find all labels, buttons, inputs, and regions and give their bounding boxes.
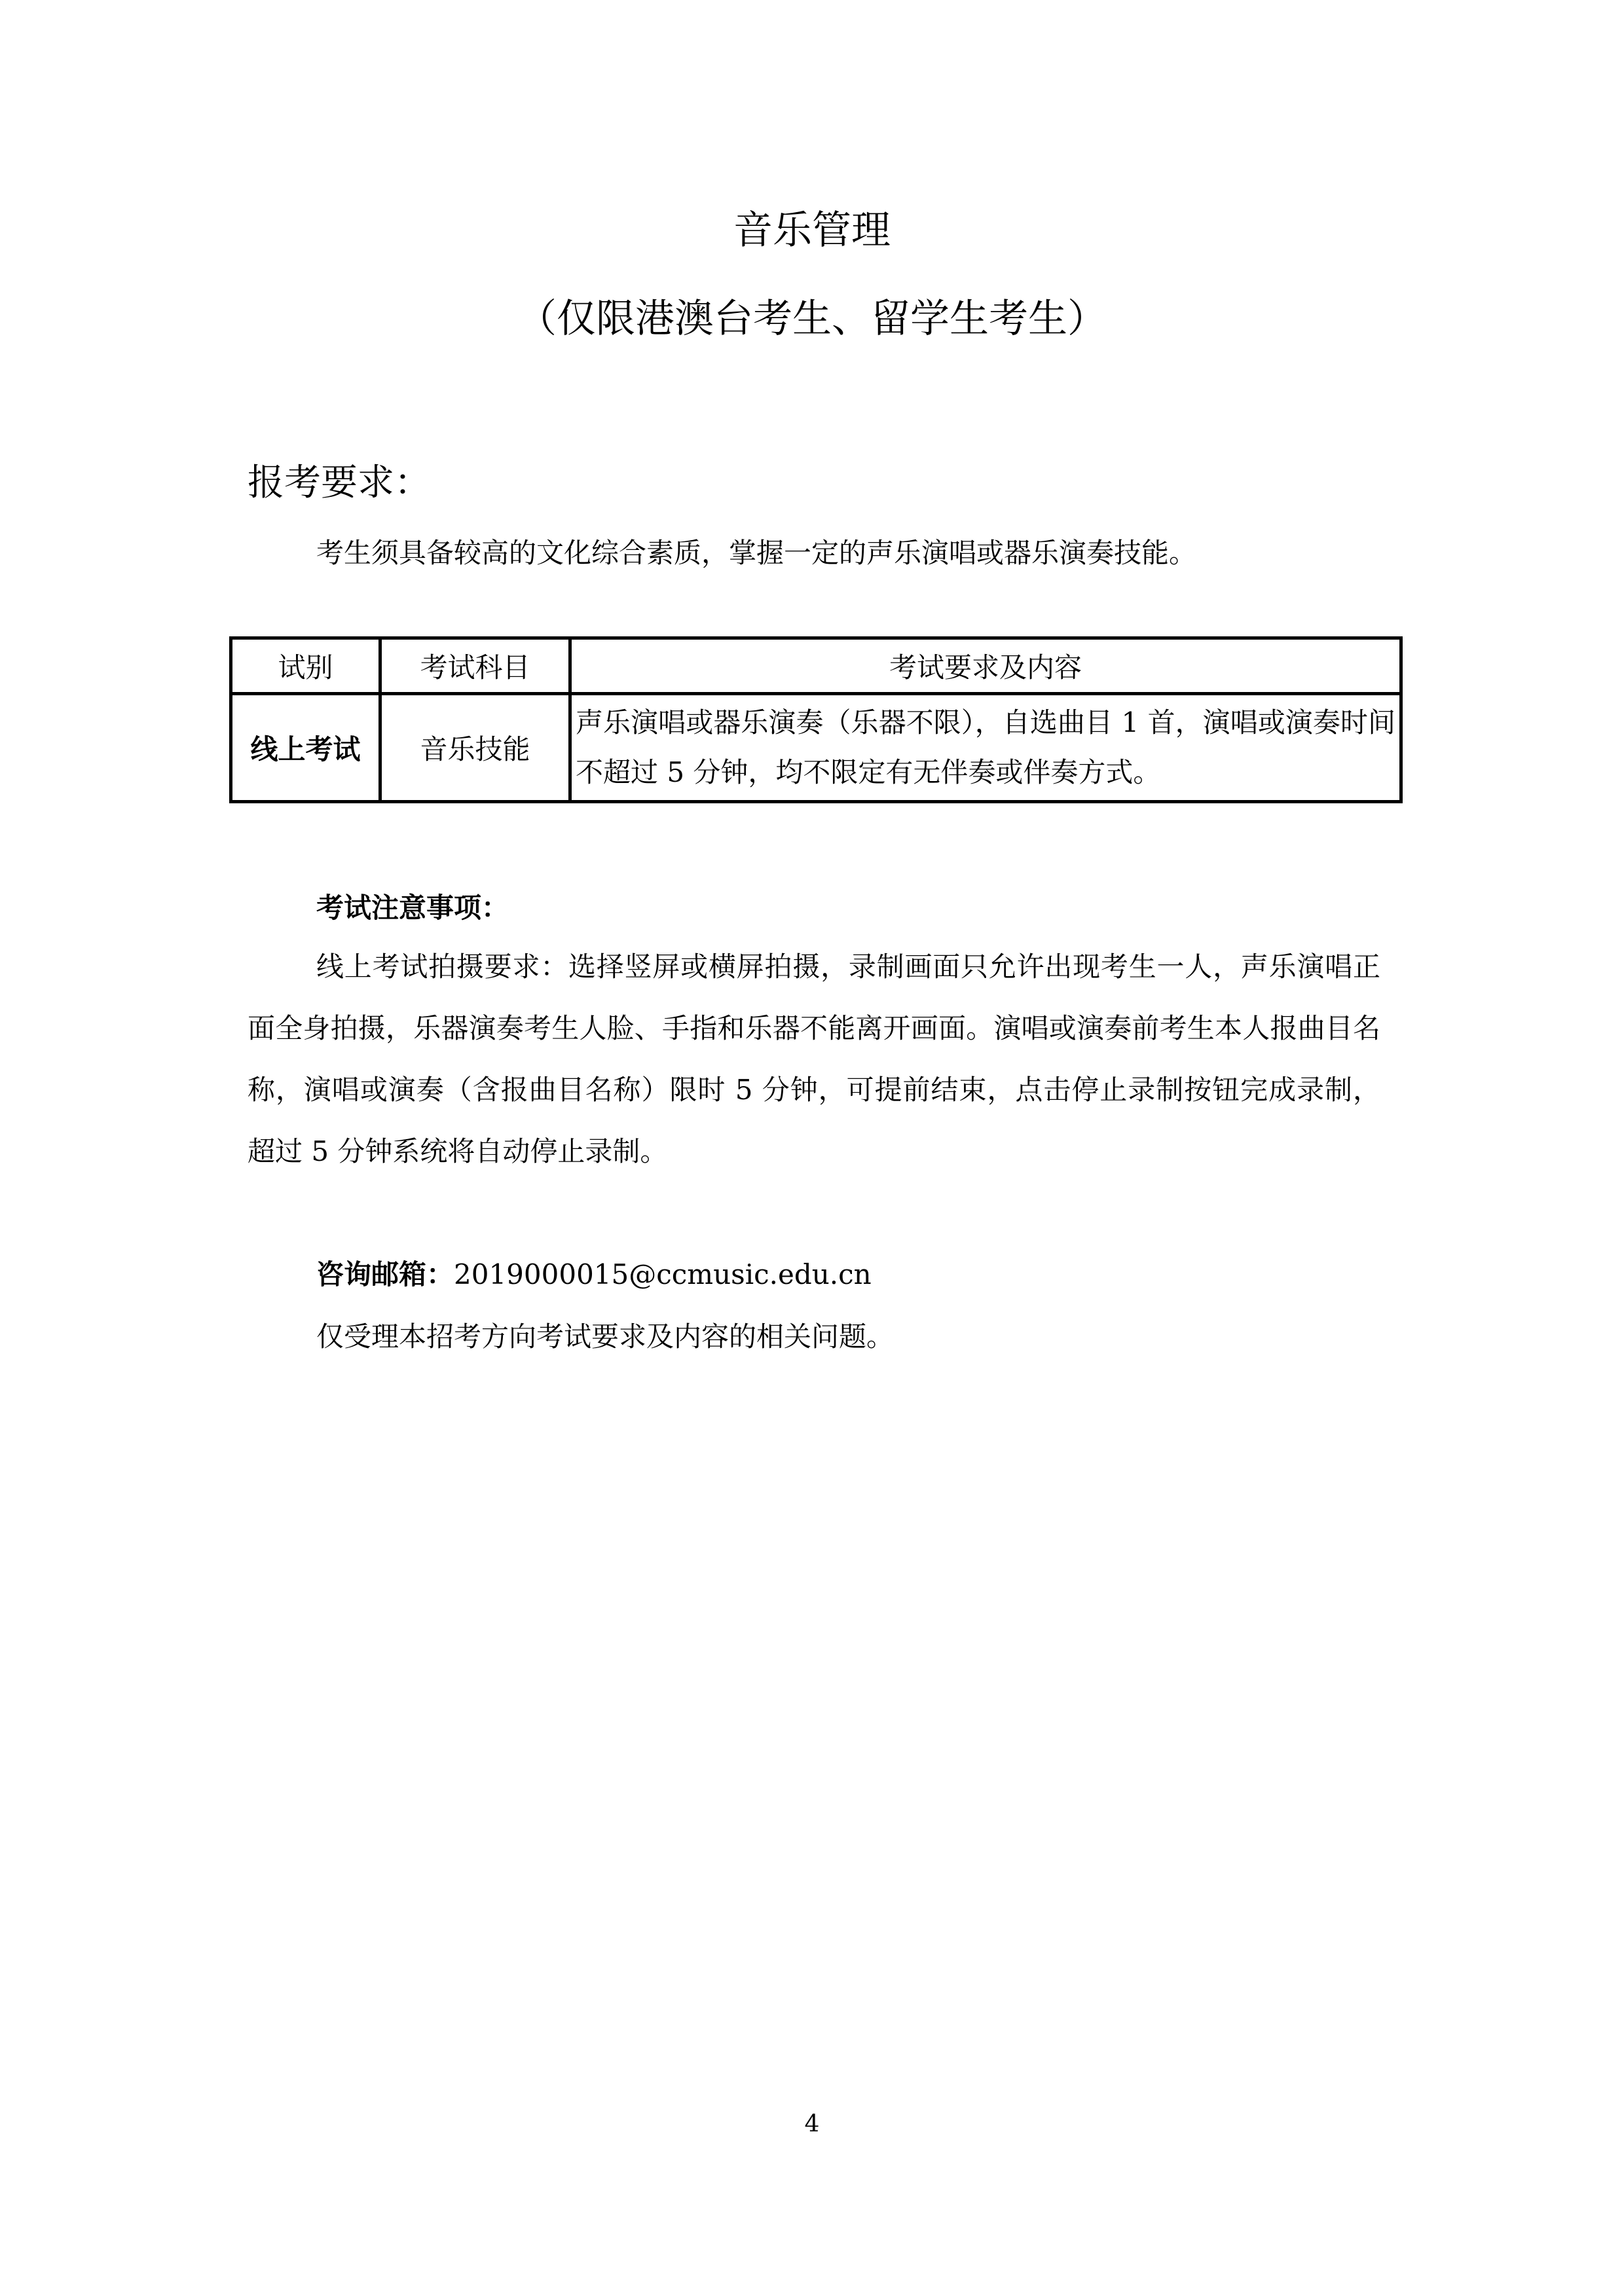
table-header-exam-type: 试别: [231, 638, 380, 694]
table-cell-content: 声乐演唱或器乐演奏（乐器不限），自选曲目 1 首，演唱或演奏时间不超过 5 分钟，均不限定有无伴奏或伴奏方式。: [570, 694, 1401, 802]
notes-heading: 考试注意事项：: [316, 892, 509, 924]
table-header-subject: 考试科目: [380, 638, 570, 694]
page-title: 音乐管理: [733, 208, 891, 253]
contact-label: 咨询邮箱：: [316, 1258, 454, 1290]
requirements-heading: 报考要求：: [248, 462, 431, 504]
contact-email: 2019000015@ccmusic.edu.cn: [454, 1258, 872, 1290]
table-header-content: 考试要求及内容: [570, 638, 1401, 694]
notes-body: 线上考试拍摄要求：选择竖屏或横屏拍摄，录制画面只允许出现考生一人，声乐演唱正面全身拍摄，乐器演奏考生人脸、手指和乐器不能离开画面。演唱或演奏前考生本人报曲目名称，演唱或演奏（含报曲目名称）限时 5 分钟，可提前结束，点击停止录制按钮完成录制，超过 5 分钟系统将自动停止录制。: [248, 951, 1380, 1167]
page-subtitle: （仅限港澳台考生、留学生考生）: [517, 296, 1107, 342]
requirements-text: 考生须具备较高的文化综合素质，掌握一定的声乐演唱或器乐演奏技能。: [316, 537, 1197, 569]
page-number: 4: [804, 2111, 820, 2138]
table-cell-exam-type: 线上考试: [231, 694, 380, 802]
table-row: [231, 694, 1401, 802]
exam-table: [229, 636, 1403, 803]
table-cell-subject: 音乐技能: [380, 694, 570, 802]
contact-line: [316, 1244, 1364, 1305]
contact-note: 仅受理本招考方向考试要求及内容的相关问题。: [316, 1321, 895, 1353]
table-header-row: [231, 638, 1401, 694]
